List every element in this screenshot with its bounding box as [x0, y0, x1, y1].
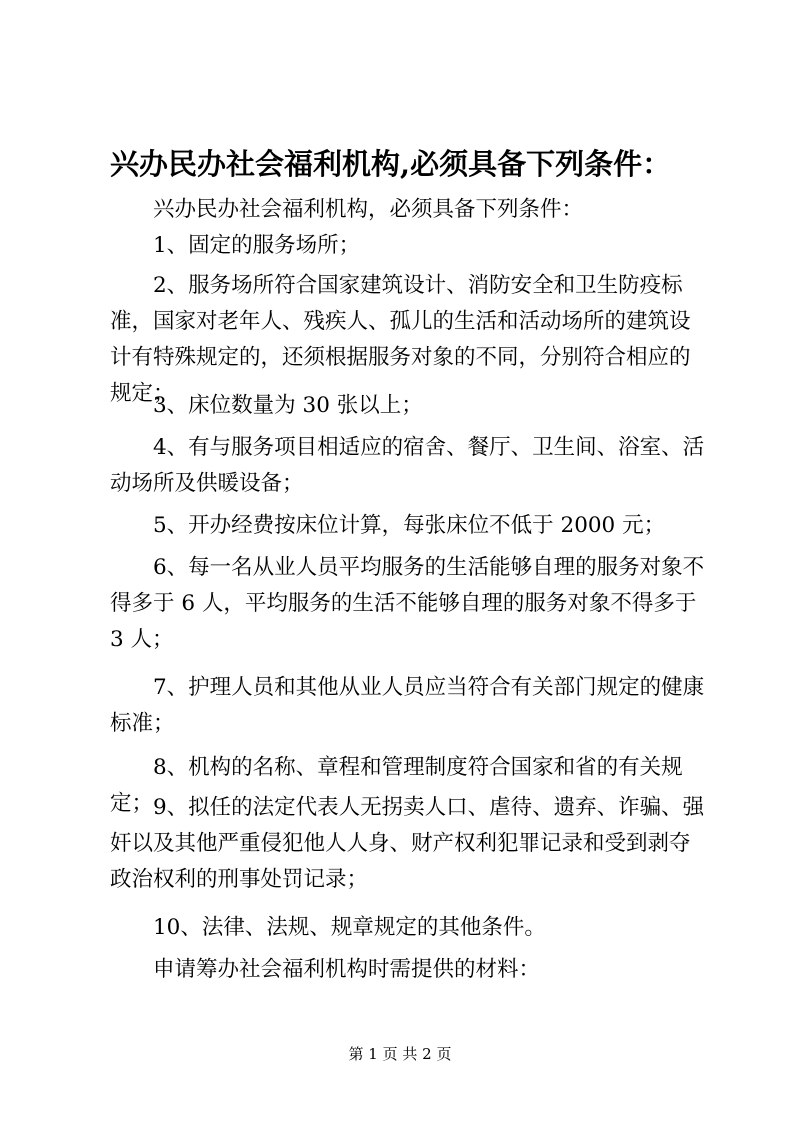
paragraph-item-9: 9、拟任的法定代表人无拐卖人口、虐待、遗弃、诈骗、强奸以及其他严重侵犯他人人身、财产权利犯罪记录和受到剥夺政治权利的刑事处罚记录； — [110, 795, 705, 892]
paragraph-item-10: 10、法律、法规、规章规定的其他条件。 — [153, 915, 546, 940]
document-title: 兴办民办社会福利机构,必须具备下列条件： — [110, 147, 672, 181]
paragraph-item-2: 2、服务场所符合国家建筑设计、消防安全和卫生防疫标准，国家对老年人、残疾人、孤儿的生活和活动场所的建筑设计有特殊规定的，还须根据服务对象的不同，分别符合相应的规定； — [110, 273, 691, 406]
paragraph-item-8: 8、机构的名称、章程和管理制度符合国家和省的有关规定； — [110, 755, 683, 816]
paragraph-item-5: 5、开办经费按床位计算，每张床位不低于 2000 元； — [153, 513, 666, 538]
paragraph-materials: 申请筹办社会福利机构时需提供的材料： — [153, 957, 541, 982]
paragraph-item-3: 3、床位数量为 30 张以上； — [153, 393, 423, 418]
page-number-footer: 第 1 页 共 2 页 — [348, 1045, 452, 1063]
paragraph-item-1: 1、固定的服务场所； — [153, 233, 361, 258]
paragraph-intro: 兴办民办社会福利机构，必须具备下列条件： — [153, 197, 584, 222]
paragraph-item-6: 6、每一名从业人员平均服务的生活能够自理的服务对象不得多于 6 人，平均服务的生活不能够自理的服务对象不得多于 3 人； — [110, 555, 705, 652]
paragraph-item-7: 7、护理人员和其他从业人员应当符合有关部门规定的健康标准； — [110, 675, 705, 736]
paragraph-item-4: 4、有与服务项目相适应的宿舍、餐厅、卫生间、浴室、活动场所及供暖设备； — [110, 435, 705, 496]
